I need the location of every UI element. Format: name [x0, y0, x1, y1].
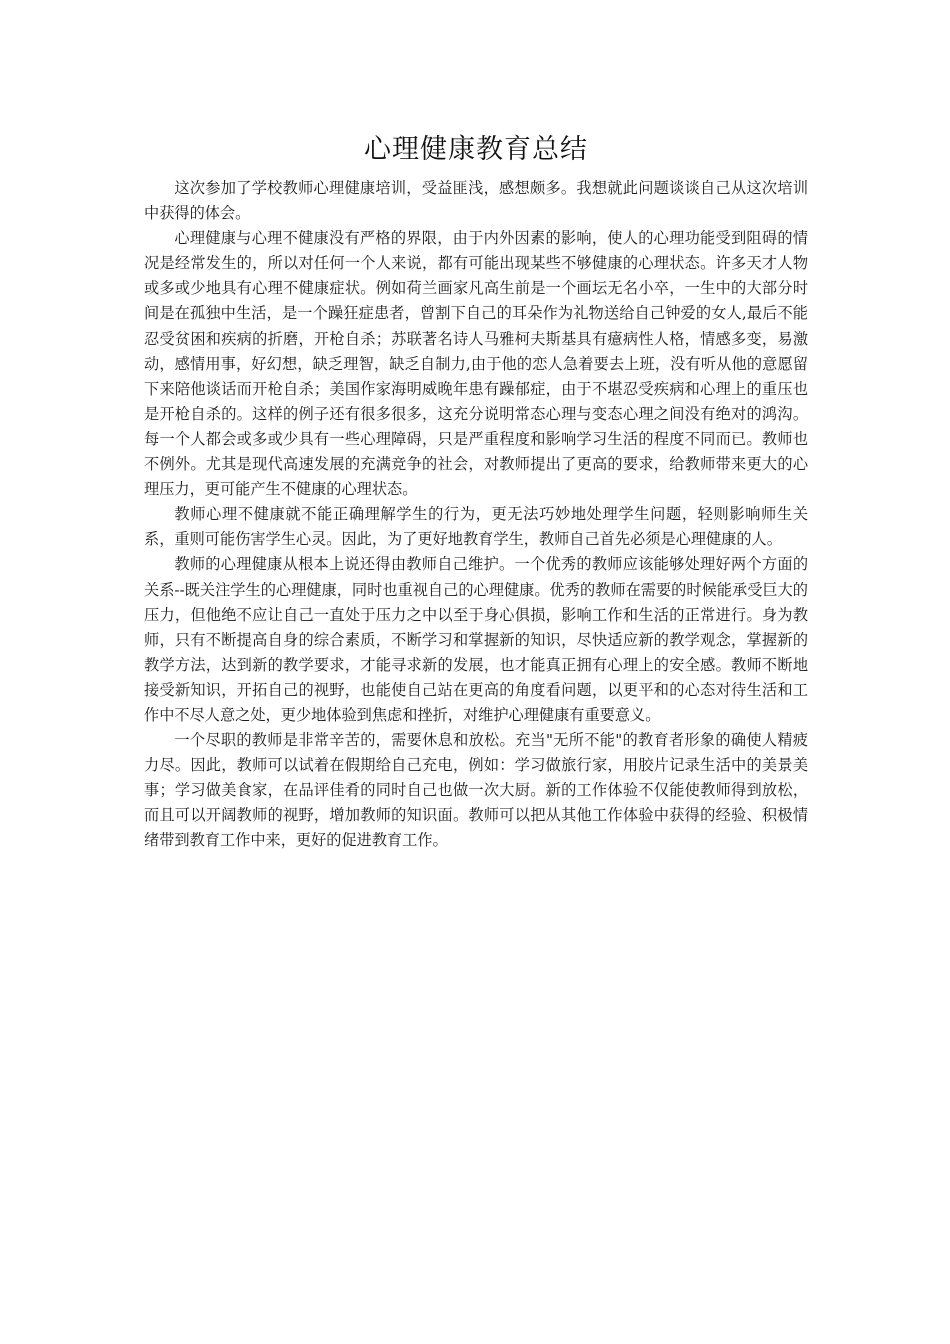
paragraph-1: 这次参加了学校教师心理健康培训，受益匪浅，感想颇多。我想就此问题谈谈自己从这次培训中获得的体会。 [144, 179, 808, 223]
paragraph-4: 教师的心理健康从根本上说还得由教师自己维护。一个优秀的教师应该能够处理好两个方面的关系--既关注学生的心理健康，同时也重视自己的心理健康。优秀的教师在需要的时候能承受巨大的压力，但他绝不应让自己一直处于压力之中以至于身心俱损，影响工作和生活的正常进行。身为教师，只有不断提高自身的综合素质，不断学习和掌握新的知识，尽快适应新的教学观念，掌握新的教学方法，达到新的教学要求，才能寻求新的发展，也才能真正拥有心理上的安全感。教师不断地接受新知识，开拓自己的视野，也能使自己站在更高的角度看问题，以更平和的心态对待生活和工作中不尽人意之处，更少地体验到焦虑和挫折，对维护心理健康有重要意义。 [144, 555, 808, 724]
document-title: 心理健康教育总结 [364, 134, 588, 165]
paragraph-5: 一个尽职的教师是非常辛苦的，需要休息和放松。充当"无所不能"的教育者形象的确使人精疲力尽。因此，教师可以试着在假期给自己充电，例如：学习做旅行家，用胶片记录生活中的美景美事；学习做美食家，在品评佳肴的同时自己也做一次大厨。新的工作体验不仅能使教师得到放松，而且可以开阔教师的视野，增加教师的知识面。教师可以把从其他工作体验中获得的经验、积极情绪带到教育工作中来，更好的促进教育工作。 [144, 731, 808, 850]
document-body [144, 128, 808, 854]
paragraph-3: 教师心理不健康就不能正确理解学生的行为，更无法巧妙地处理学生问题，轻则影响师生关系，重则可能伤害学生心灵。因此，为了更好地教育学生，教师自己首先必须是心理健康的人。 [144, 505, 808, 549]
paragraph-2: 心理健康与心理不健康没有严格的界限，由于内外因素的影响，使人的心理功能受到阻碍的情况是经常发生的，所以对任何一个人来说，都有可能出现某些不够健康的心理状态。许多天才人物或多或少地具有心理不健康症状。例如荷兰画家凡高生前是一个画坛无名小卒，一生中的大部分时间是在孤独中生活，是一个躁狂症患者，曾割下自己的耳朵作为礼物送给自己钟爱的女人,最后不能忍受贫困和疾病的折磨，开枪自杀；苏联著名诗人马雅柯夫斯基具有癔病性人格，情感多变，易激动，感情用事，好幻想，缺乏理智，缺乏自制力,由于他的恋人急着要去上班，没有听从他的意愿留下来陪他谈话而开枪自杀；美国作家海明威晚年患有躁郁症，由于不堪忍受疾病和心理上的重压也是开枪自杀的。这样的例子还有很多很多，这充分说明常态心理与变态心理之间没有绝对的鸿沟。每一个人都会或多或少具有一些心理障碍，只是严重程度和影响学习生活的程度不同而已。教师也不例外。尤其是现代高速发展的充满竞争的社会，对教师提出了更高的要求，给教师带来更大的心理压力，更可能产生不健康的心理状态。 [144, 229, 808, 499]
